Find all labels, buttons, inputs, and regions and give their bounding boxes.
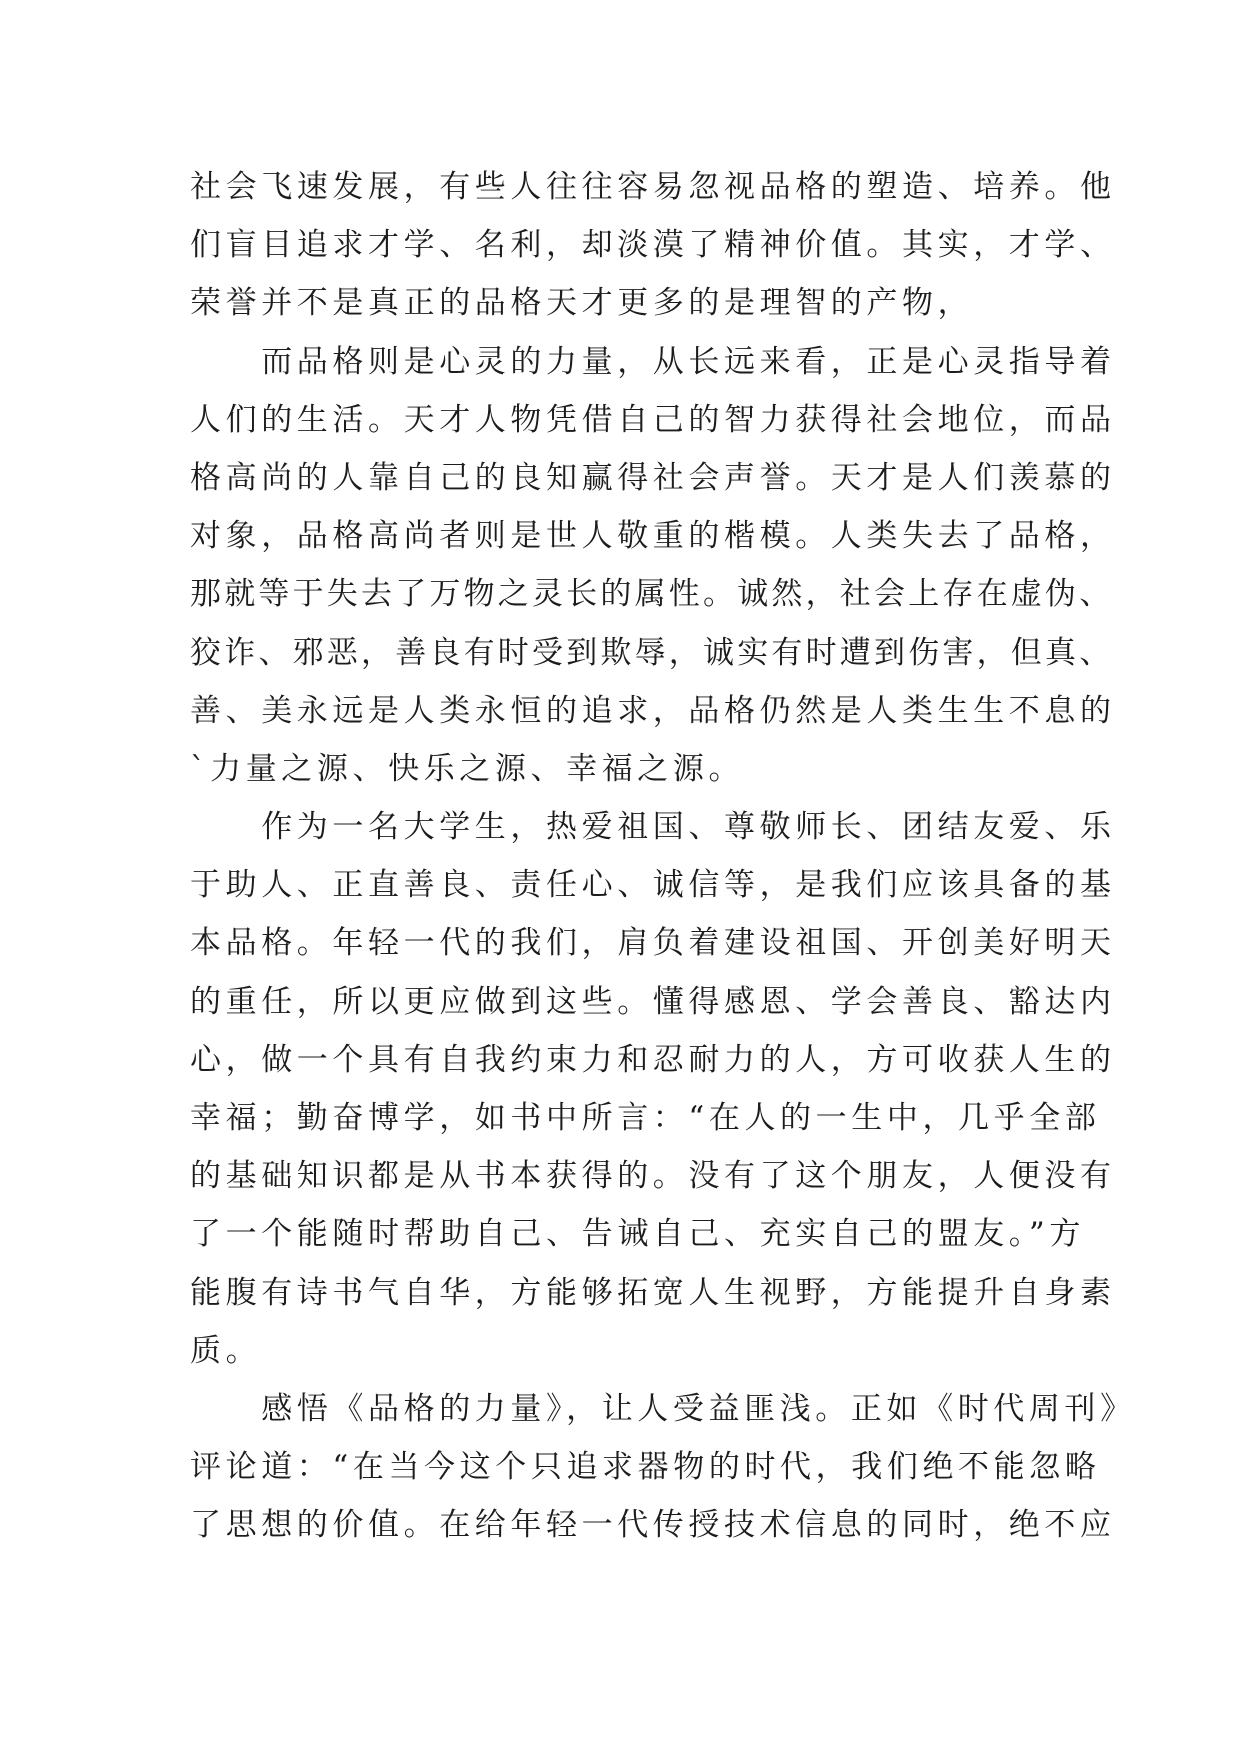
- text-line-4: 而品格则是心灵的力量，从长远来看，正是心灵指导着: [190, 343, 1116, 380]
- text-line-18: 的基础知识都是从书本获得的。没有了这个朋友，人便没有: [190, 1158, 1116, 1195]
- text-line-20: 能腹有诗书气自华，方能够拓宽人生视野，方能提升自身素: [190, 1274, 1116, 1311]
- text-line-11: `力量之源、快乐之源、幸福之源。: [190, 750, 745, 787]
- text-line-17: 幸福；勤奋博学，如书中所言：“在人的一生中，几乎全部: [190, 1100, 1101, 1136]
- text-line-13: 于助人、正直善良、责任心、诚信等，是我们应该具备的基: [190, 867, 1116, 904]
- text-line-1: 社会飞速发展，有些人往往容易忽视品格的塑造、培养。他: [190, 169, 1116, 205]
- text-line-12: 作为一名大学生，热爱祖国、尊敬师长、团结友爱、乐: [190, 809, 1116, 846]
- text-line-19: 了一个能随时帮助自己、告诫自己、充实自己的盟友。”方: [190, 1216, 1085, 1253]
- text-line-8: 那就等于失去了万物之灵长的属性。诚然，社会上存在虚伪、: [190, 576, 1114, 613]
- text-line-16: 心，做一个具有自我约束力和忍耐力的人，方可收获人生的: [190, 1041, 1116, 1078]
- text-line-9: 狡诈、邪恶，善良有时受到欺辱，诚实有时遭到伤害，但真、: [190, 634, 1114, 671]
- text-line-21: 质。: [190, 1332, 262, 1369]
- text-line-2: 们盲目追求才学、名利，却淡漠了精神价值。其实，才学、: [190, 227, 1116, 264]
- text-line-22: 感悟《品格的力量》，让人受益匪浅。正如《时代周刊》: [190, 1390, 1136, 1427]
- text-line-6: 格高尚的人靠自己的良知赢得社会声誉。天才是人们羡慕的: [190, 459, 1116, 496]
- text-line-10: 善、美永远是人类永恒的追求，品格仍然是人类生生不息的: [190, 692, 1116, 729]
- text-line-24: 了思想的价值。在给年轻一代传授技术信息的同时，绝不应: [190, 1507, 1116, 1544]
- text-line-15: 的重任，所以更应做到这些。懂得感恩、学会善良、豁达内: [190, 983, 1116, 1020]
- text-line-7: 对象，品格高尚者则是世人敬重的楷模。人类失去了品格，: [190, 518, 1116, 555]
- text-line-23: 评论道：“在当今这个只追求器物的时代，我们绝不能忽略: [190, 1449, 1101, 1486]
- text-line-5: 人们的生活。天才人物凭借自己的智力获得社会地位，而品: [190, 401, 1116, 438]
- text-line-14: 本品格。年轻一代的我们，肩负着建设祖国、开创美好明天: [190, 925, 1116, 962]
- text-line-3: 荣誉并不是真正的品格天才更多的是理智的产物，: [190, 285, 974, 322]
- body-text: [190, 158, 1136, 1555]
